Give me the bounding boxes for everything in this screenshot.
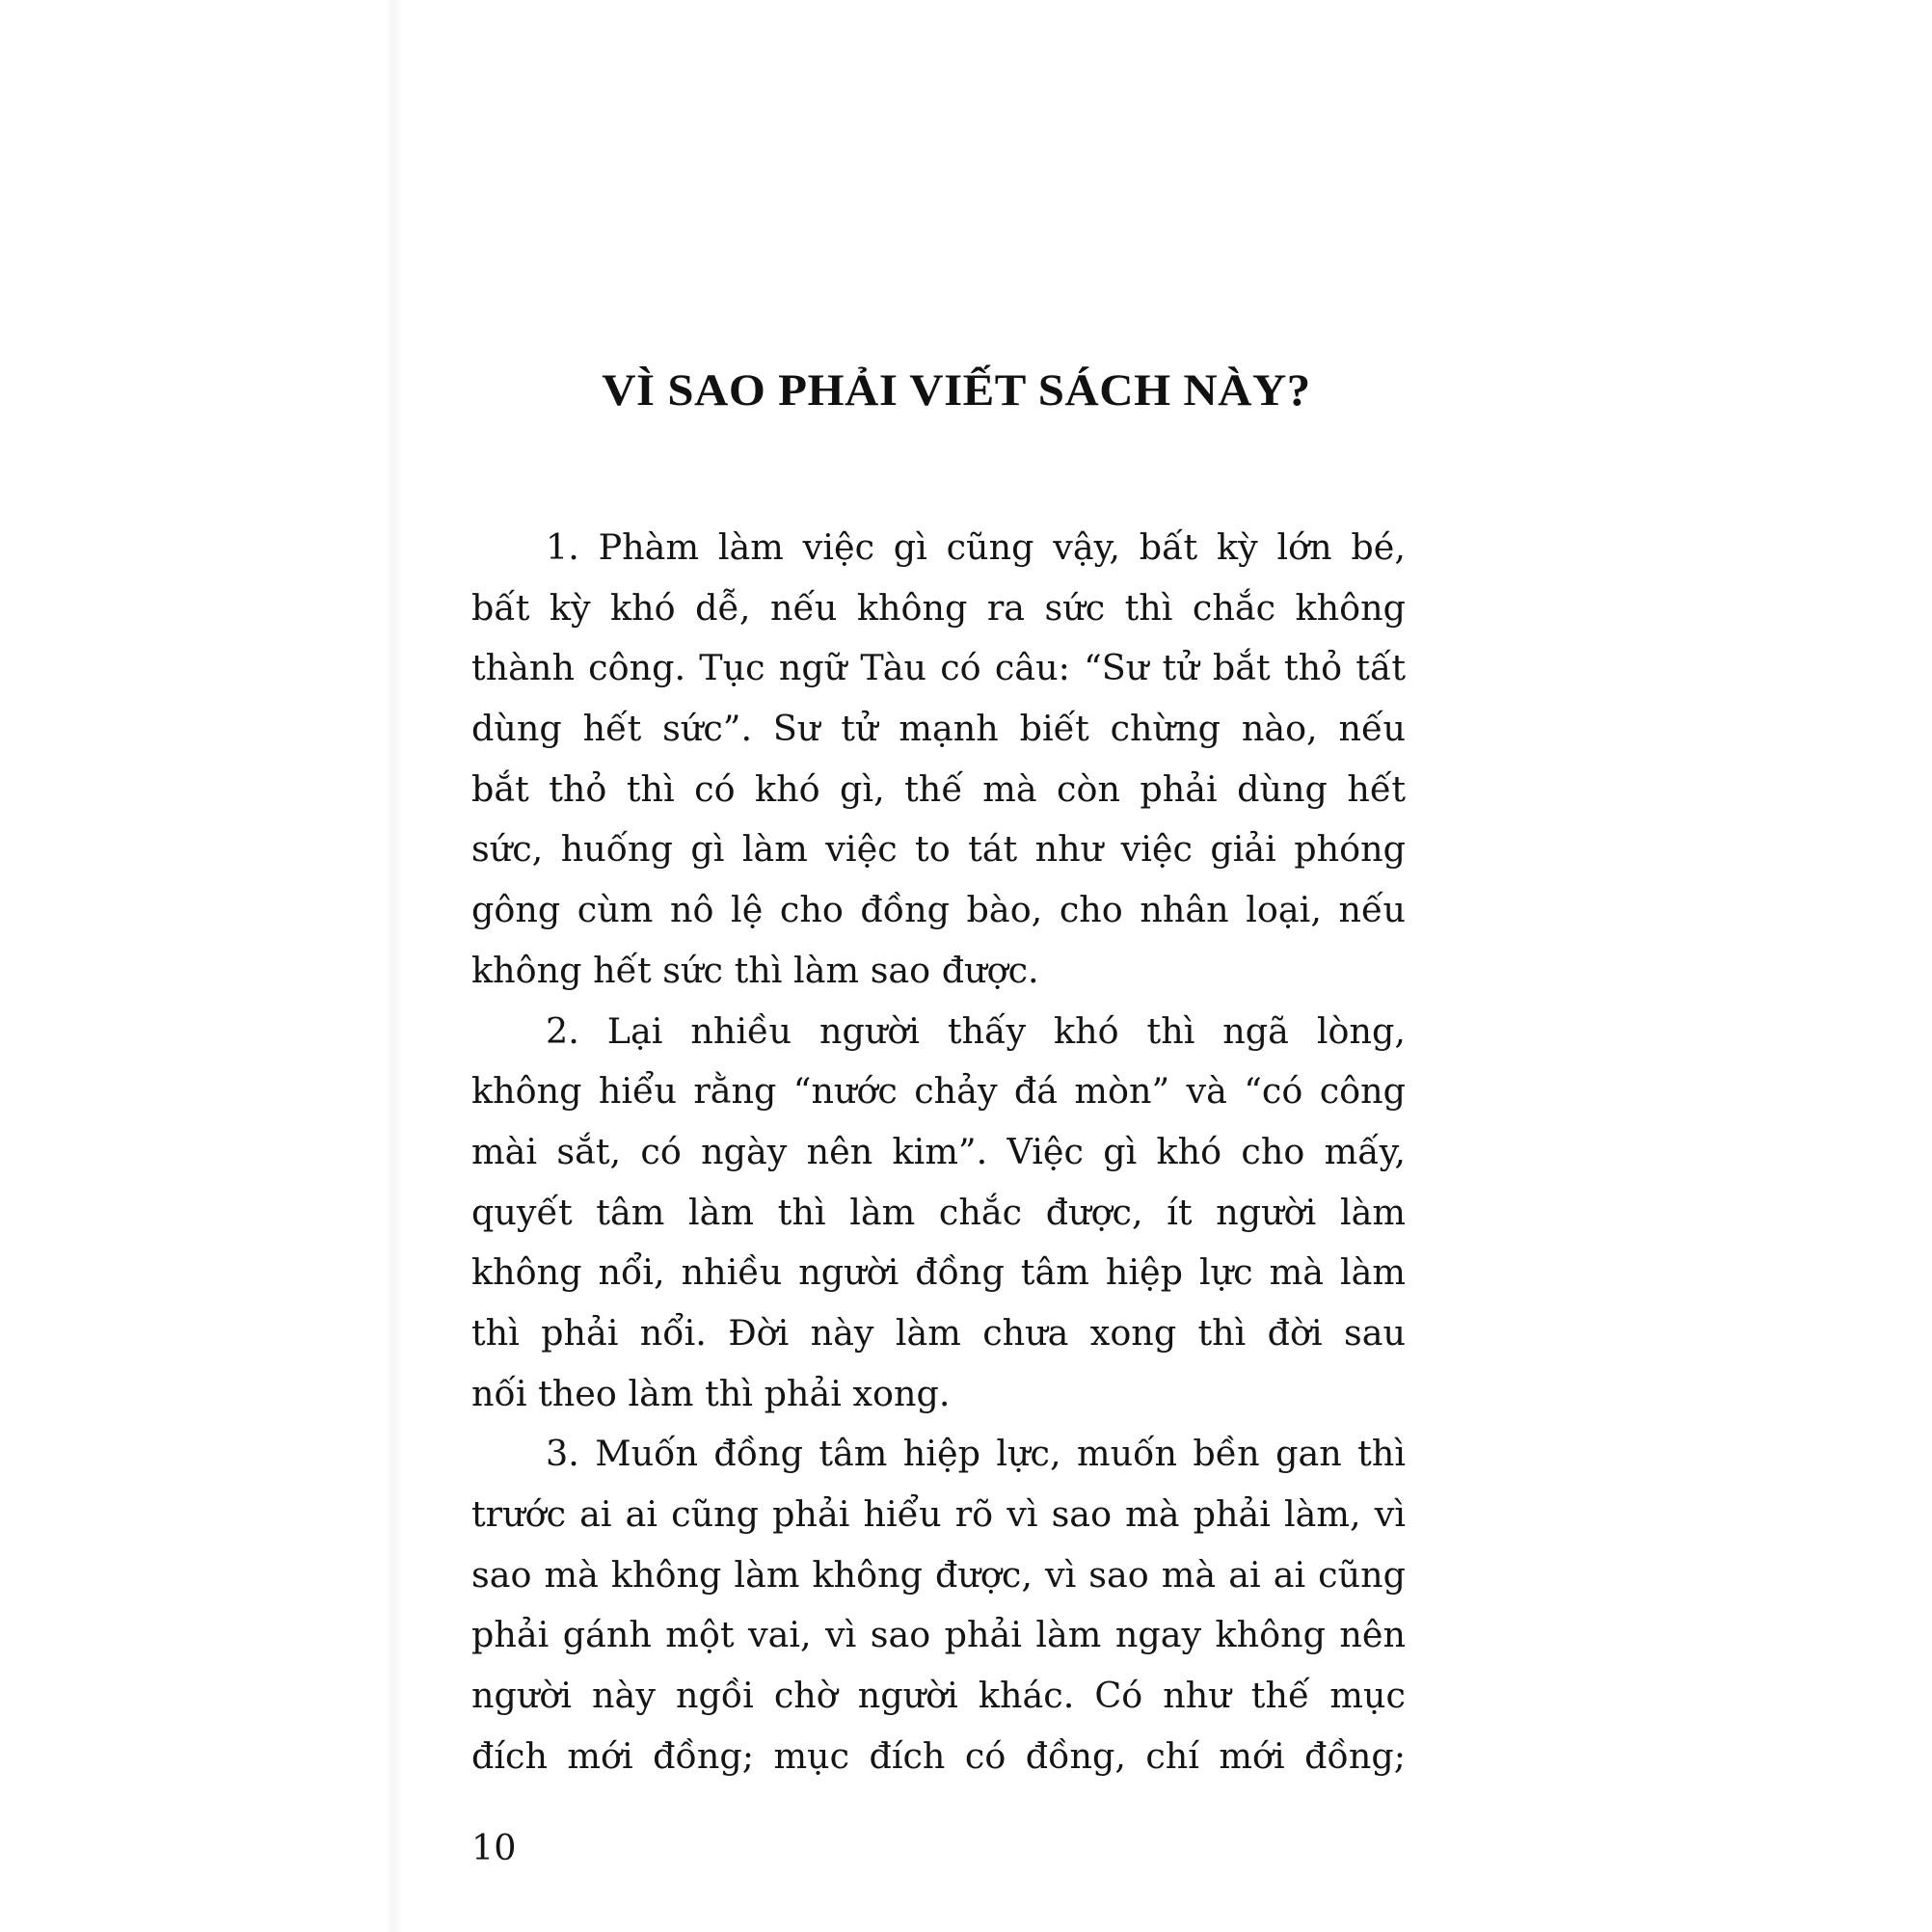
chapter-title: VÌ SAO PHẢI VIẾT SÁCH NÀY? bbox=[602, 365, 1311, 416]
text-line: người này ngồi chờ người khác. Có như thế mục bbox=[471, 1675, 1406, 1717]
text-line: 2. Lại nhiều người thấy khó thì ngã lòng, bbox=[546, 1009, 1406, 1052]
paragraph-3 bbox=[471, 1424, 1406, 1786]
text-line: thành công. Tục ngữ Tàu có câu: “Sư tử bắt thỏ tất bbox=[471, 647, 1406, 689]
page-number: 10 bbox=[471, 1827, 517, 1868]
text-line: dùng hết sức”. Sư tử mạnh biết chừng nào, nếu bbox=[471, 708, 1406, 750]
text-line: nối theo làm thì phải xong. bbox=[471, 1372, 951, 1414]
body-text bbox=[471, 518, 1406, 1786]
text-line: không hiểu rằng “nước chảy đá mòn” và “có công bbox=[471, 1070, 1406, 1113]
text-line: trước ai ai cũng phải hiểu rõ vì sao mà phải làm, vì bbox=[471, 1493, 1406, 1535]
text-line: phải gánh một vai, vì sao phải làm ngay không nên bbox=[471, 1614, 1406, 1656]
text-line: quyết tâm làm thì làm chắc được, ít người làm bbox=[471, 1191, 1406, 1233]
text-line: thì phải nổi. Đời này làm chưa xong thì đời sau bbox=[471, 1311, 1406, 1354]
text-line: không nổi, nhiều người đồng tâm hiệp lực mà làm bbox=[471, 1251, 1406, 1294]
text-line: không hết sức thì làm sao được. bbox=[471, 949, 1039, 991]
text-line: bắt thỏ thì có khó gì, thế mà còn phải dùng hết bbox=[471, 767, 1406, 810]
text-line: mài sắt, có ngày nên kim”. Việc gì khó cho mấy, bbox=[471, 1130, 1406, 1172]
page-gutter-shade bbox=[388, 0, 405, 1932]
paragraph-2 bbox=[471, 1002, 1406, 1425]
book-page bbox=[405, 0, 1932, 1932]
text-line: đích mới đồng; mục đích có đồng, chí mới đồng; bbox=[471, 1734, 1406, 1777]
paragraph-1 bbox=[471, 518, 1406, 1002]
text-line: gông cùm nô lệ cho đồng bào, cho nhân loại, nếu bbox=[471, 889, 1406, 931]
text-line: sức, huống gì làm việc to tát như việc giải phóng bbox=[471, 828, 1406, 871]
text-line: 1. Phàm làm việc gì cũng vậy, bất kỳ lớn bé, bbox=[546, 526, 1406, 568]
text-line: bất kỳ khó dễ, nếu không ra sức thì chắc không bbox=[471, 586, 1406, 629]
text-line: 3. Muốn đồng tâm hiệp lực, muốn bền gan thì bbox=[546, 1433, 1406, 1475]
text-line: sao mà không làm không được, vì sao mà ai ai cũng bbox=[471, 1553, 1406, 1596]
